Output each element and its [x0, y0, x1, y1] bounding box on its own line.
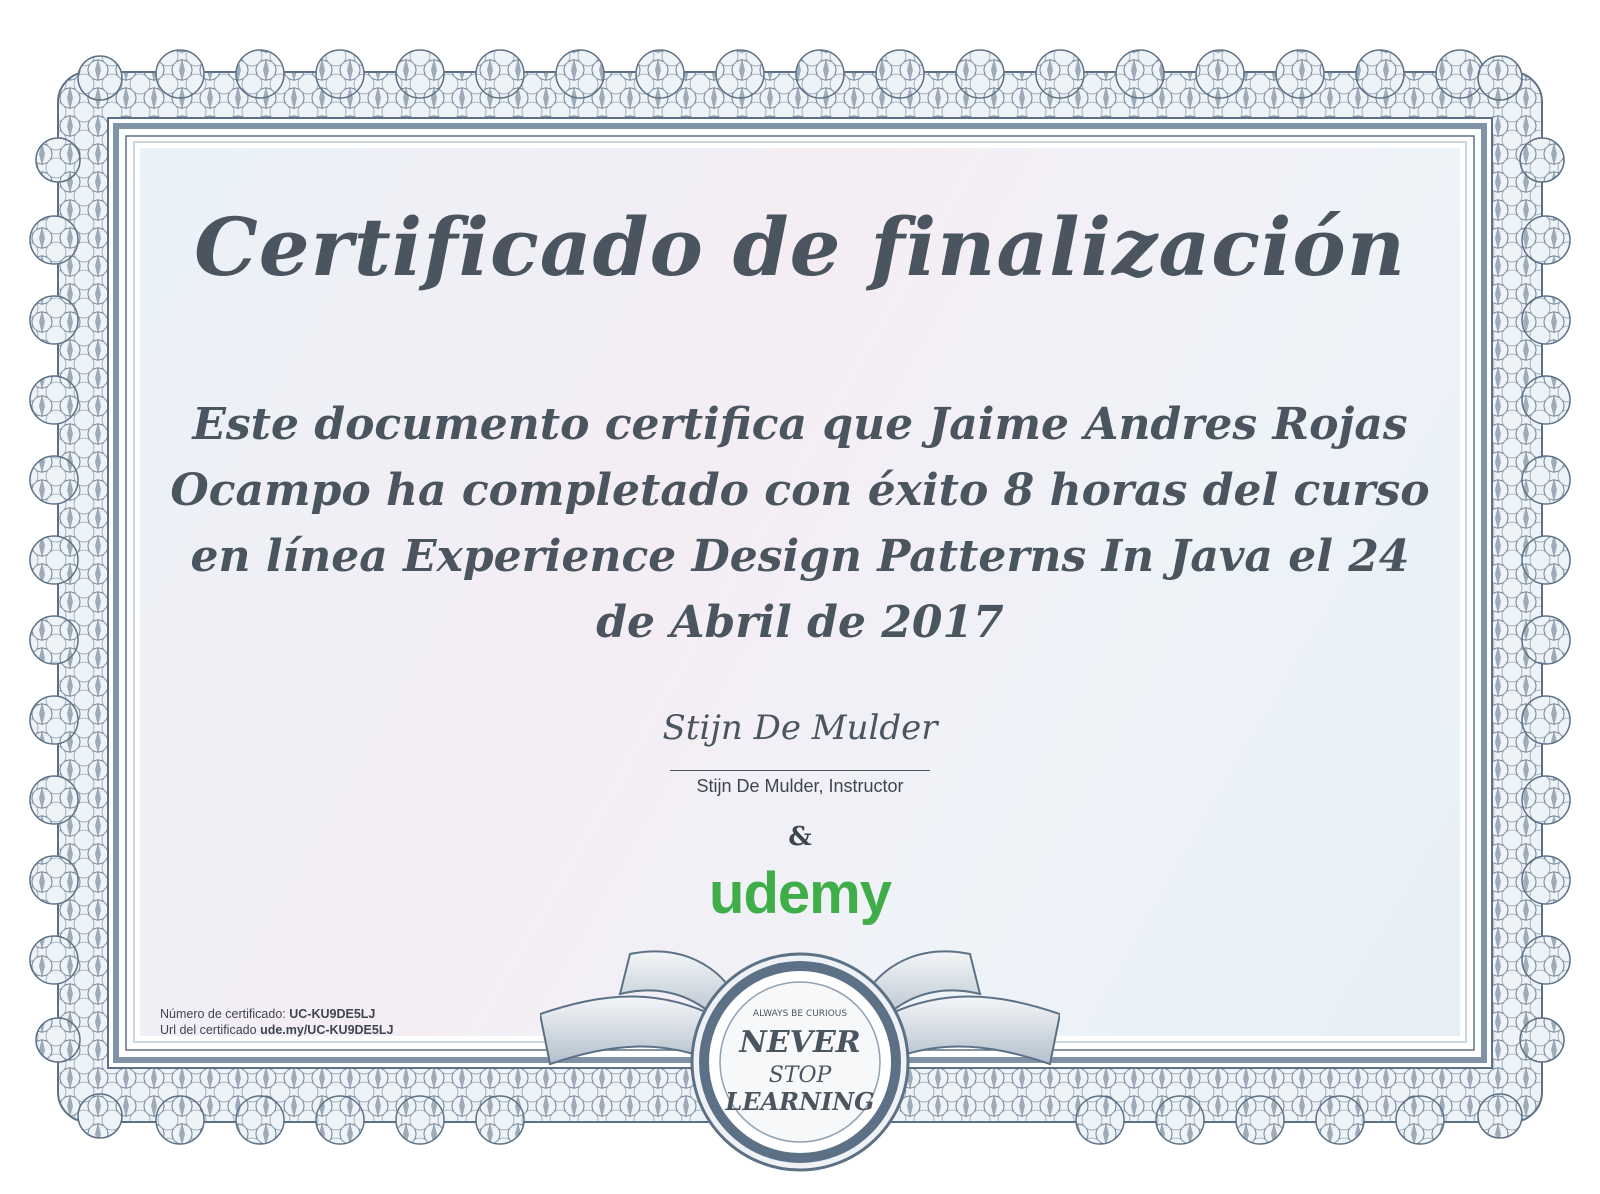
certificate-number-label: Número de certificado:: [160, 1007, 286, 1021]
seal-line-1: NEVER: [739, 1025, 861, 1060]
never-stop-learning-seal: [540, 944, 1060, 1194]
ampersand: &: [788, 822, 812, 852]
signature-line: [670, 770, 930, 771]
certificate-url-label: Url del certificado: [160, 1023, 257, 1037]
certificate-statement: Este documento certifica que Jaime Andres Rojas Ocampo ha completado con éxito 8 horas del curso en línea Experience Design Patterns In Java el 24 de Abril de 2017: [170, 399, 1430, 648]
udemy-logo: udemy: [709, 861, 891, 926]
seal-line-3: LEARNING: [725, 1087, 875, 1116]
certificate-title: Certificado de finalización: [194, 200, 1406, 294]
certificate-number-row: [160, 1006, 393, 1022]
seal-top-text: ALWAYS BE CURIOUS: [752, 1009, 848, 1019]
certificate-url-row: [160, 1022, 393, 1038]
certificate-number: UC-KU9DE5LJ: [289, 1007, 376, 1021]
certificate-info: [160, 1006, 393, 1038]
certificate-url: ude.my/UC-KU9DE5LJ: [260, 1023, 394, 1037]
instructor-signature: Stijn De Mulder: [662, 708, 938, 748]
signature-caption: Stijn De Mulder, Instructor: [696, 776, 904, 796]
seal-line-2: STOP: [768, 1063, 832, 1088]
